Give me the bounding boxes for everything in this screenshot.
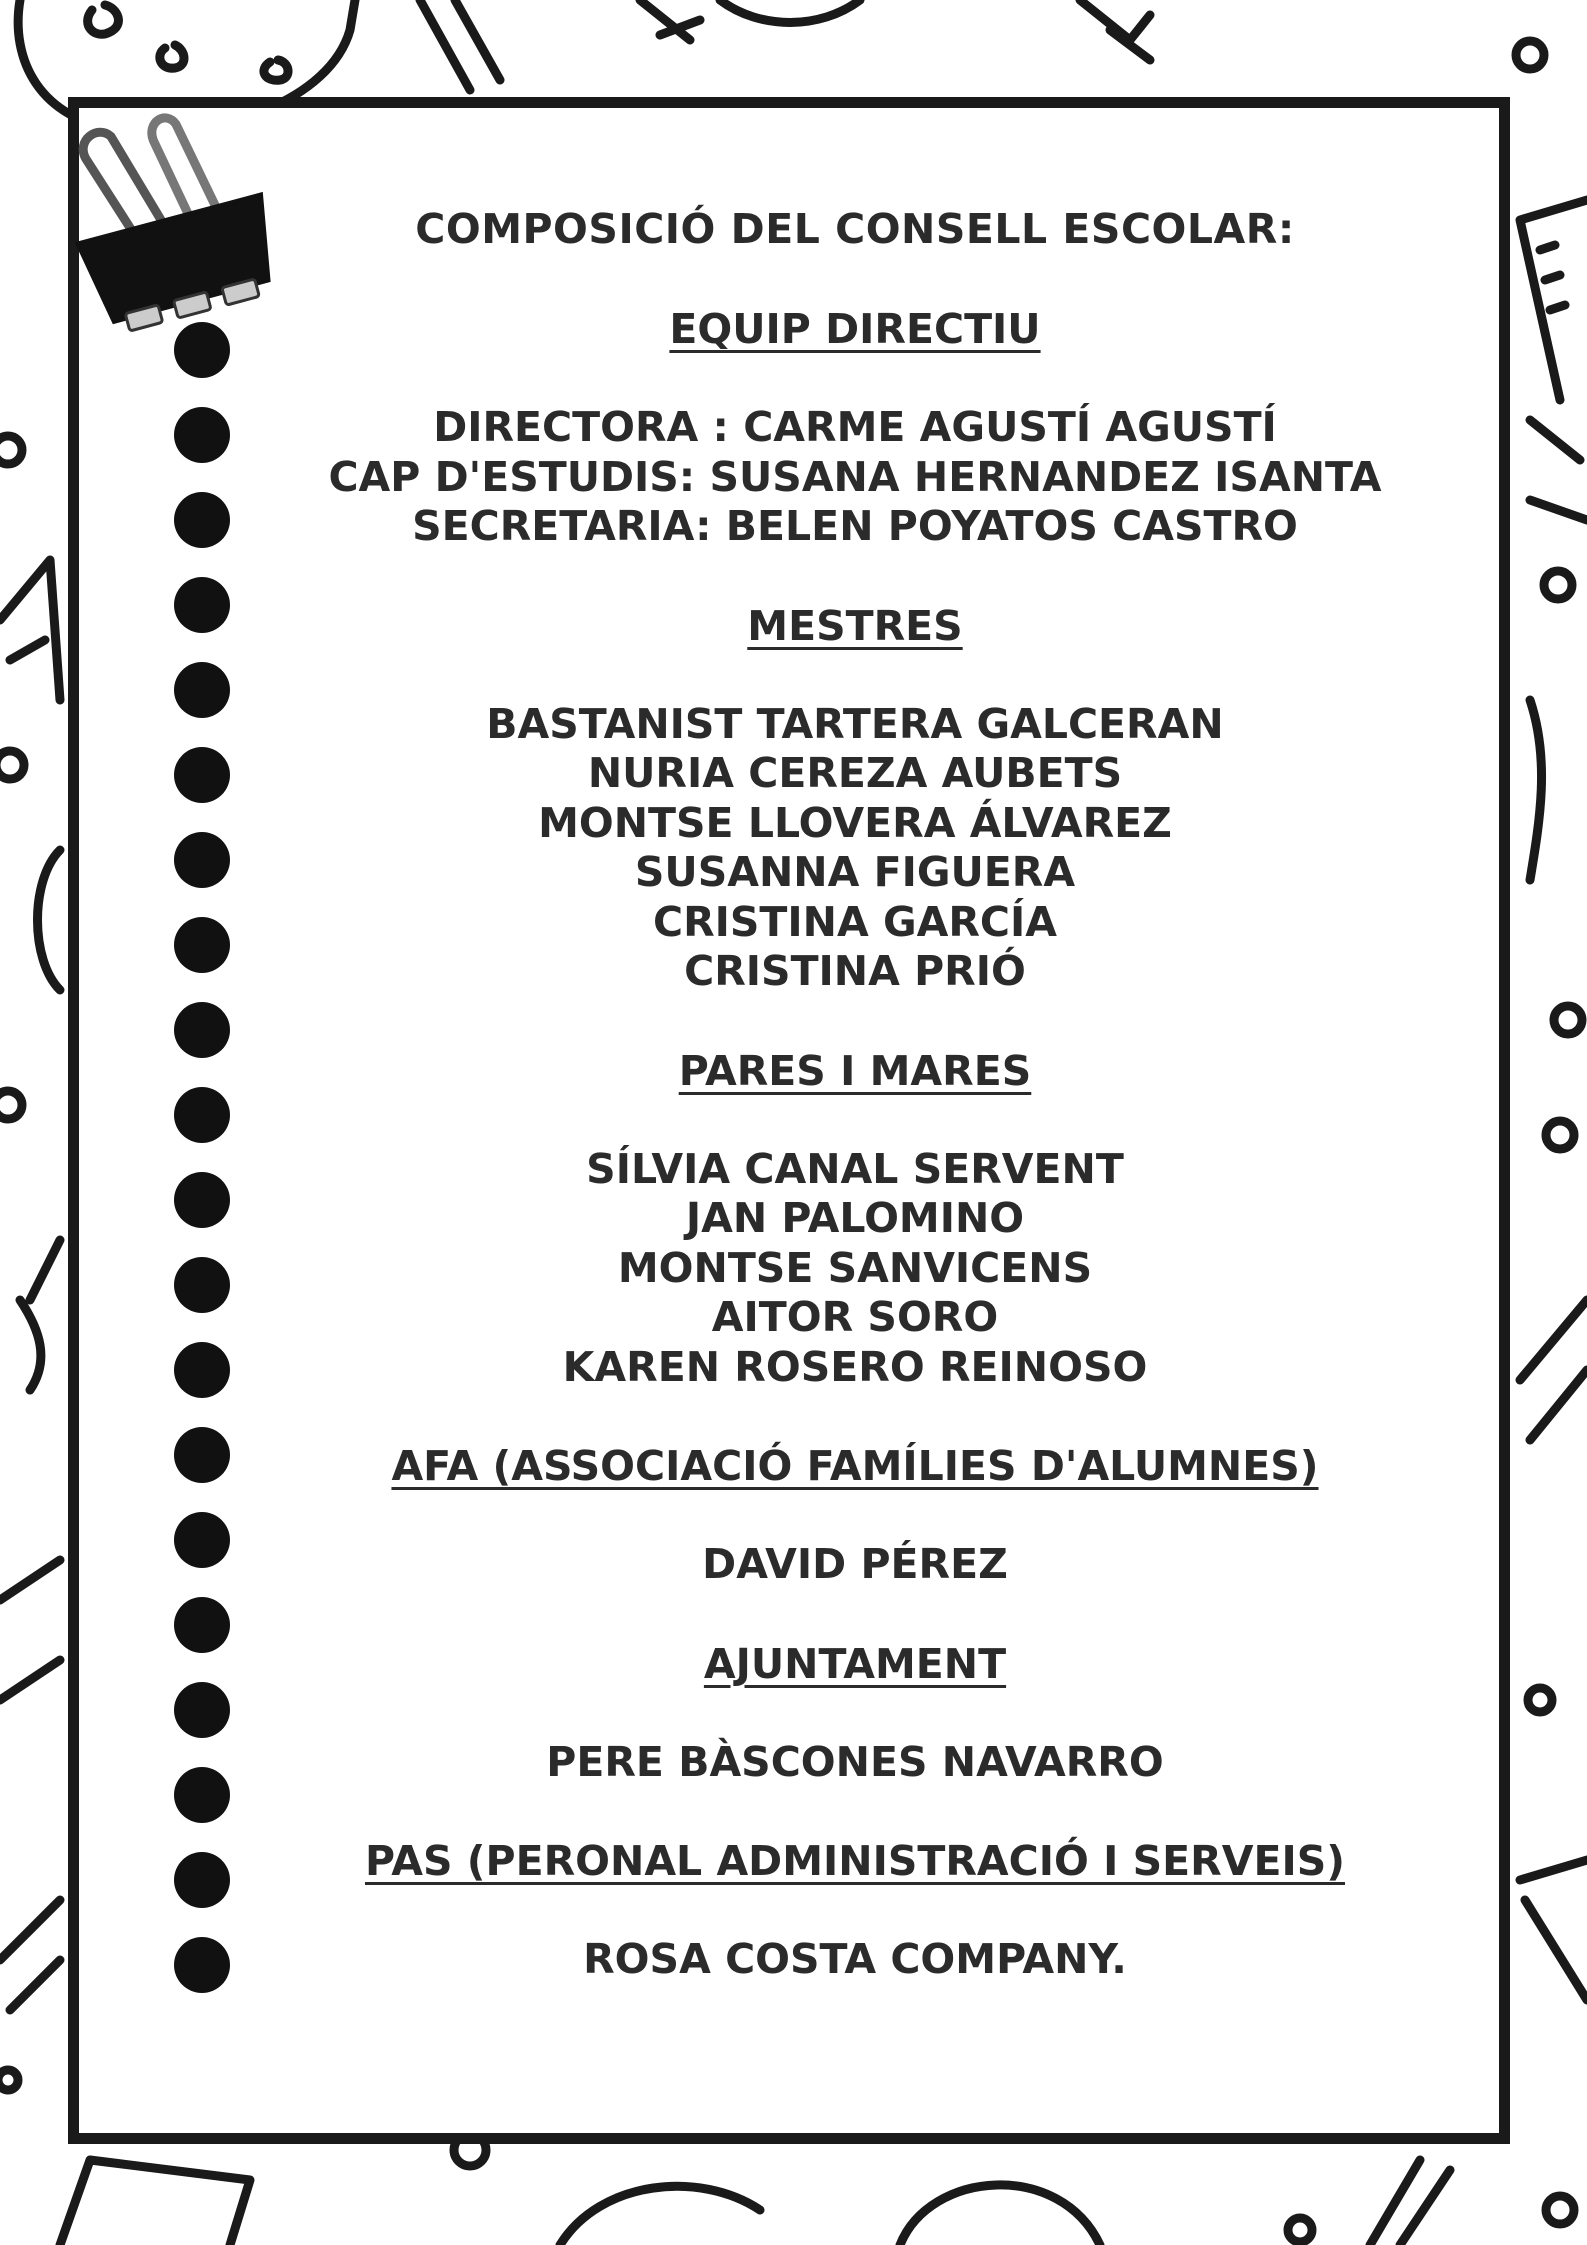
punched-hole-icon — [174, 1257, 230, 1313]
member-line: ROSA COSTA COMPANY. — [583, 1935, 1127, 1983]
member-line: SECRETARIA: BELEN POYATOS CASTRO — [412, 502, 1298, 550]
member-line: SUSANNA FIGUERA — [634, 848, 1076, 896]
paper-doodle-icon — [0, 560, 60, 700]
ruler-doodle-icon — [1370, 2160, 1450, 2245]
punched-hole-icon — [174, 1172, 230, 1228]
punched-hole-icon — [174, 1682, 230, 1738]
section-heading: PARES I MARES — [678, 1046, 1032, 1095]
ruler-doodle-icon — [1520, 200, 1587, 400]
member-line: BASTANIST TARTERA GALCERAN — [486, 699, 1224, 748]
ring-doodle-icon — [1554, 1006, 1582, 1034]
member-line: SÍLVIA CANAL SERVENT — [586, 1144, 1124, 1193]
punched-hole-icon — [174, 407, 230, 463]
member-line: KAREN ROSERO REINOSO — [562, 1342, 1148, 1391]
punched-holes-column — [174, 322, 234, 2022]
section-pas — [240, 1835, 1470, 1985]
member-line: CAP D'ESTUDIS: SUSANA HERNANDEZ ISANTA — [328, 452, 1382, 501]
member-line: DIRECTORA : CARME AGUSTÍ AGUSTÍ — [433, 403, 1277, 451]
punched-hole-icon — [174, 1937, 230, 1993]
ring-doodle-icon — [1288, 2218, 1312, 2242]
member-line: NURIA CEREZA AUBETS — [587, 749, 1123, 797]
punched-hole-icon — [174, 747, 230, 803]
blob-doodle-icon — [264, 60, 288, 80]
ring-doodle-icon — [0, 1091, 22, 1119]
section-heading: EQUIP DIRECTIU — [669, 305, 1041, 353]
punched-hole-icon — [174, 1512, 230, 1568]
punched-hole-icon — [174, 1852, 230, 1908]
globe-doodle-icon — [38, 850, 61, 990]
book-doodle-icon — [0, 1560, 60, 1700]
pencil-doodle-icon — [1520, 1300, 1587, 1440]
section-pares-i-mares — [240, 1045, 1470, 1393]
swirl-doodle-icon — [560, 2186, 760, 2245]
member-line: CRISTINA GARCÍA — [652, 897, 1057, 946]
section-heading: AFA (ASSOCIACIÓ FAMÍLIES D'ALUMNES) — [391, 1442, 1319, 1490]
section-equip-directiu — [240, 303, 1470, 552]
ring-doodle-icon — [1516, 41, 1544, 69]
pencil-doodle-icon — [1530, 420, 1587, 520]
brush-doodle-icon — [20, 1240, 60, 1390]
ring-doodle-icon — [1544, 571, 1572, 599]
punched-hole-icon — [174, 1427, 230, 1483]
punched-hole-icon — [174, 662, 230, 718]
section-heading: PAS (PERONAL ADMINISTRACIÓ I SERVEIS) — [364, 1837, 1346, 1885]
punched-hole-icon — [174, 577, 230, 633]
punched-hole-icon — [174, 1342, 230, 1398]
member-line: MONTSE SANVICENS — [617, 1243, 1093, 1292]
blob-doodle-icon — [88, 5, 119, 34]
ring-doodle-icon — [0, 751, 24, 779]
member-line: MONTSE LLOVERA ÁLVAREZ — [538, 798, 1172, 847]
section-ajuntament — [240, 1638, 1470, 1788]
punched-hole-icon — [174, 917, 230, 973]
pencil-doodle-icon — [640, 0, 700, 40]
ring-doodle-icon — [1528, 1688, 1552, 1712]
page-title: COMPOSICIÓ DEL CONSELL ESCOLAR: — [415, 205, 1295, 253]
section-afa — [240, 1440, 1470, 1590]
section-heading: AJUNTAMENT — [703, 1639, 1007, 1688]
book-doodle-icon — [60, 2160, 250, 2245]
member-line: CRISTINA PRIÓ — [684, 947, 1026, 995]
punched-hole-icon — [174, 832, 230, 888]
stroke-doodle-icon — [1530, 700, 1542, 880]
ring-doodle-icon — [1546, 2196, 1574, 2224]
member-line: JAN PALOMINO — [685, 1194, 1025, 1242]
pencil-doodle-icon — [420, 0, 500, 90]
punched-hole-icon — [174, 1002, 230, 1058]
ring-doodle-icon — [0, 2070, 18, 2090]
pencil-doodle-icon — [0, 1900, 60, 2010]
ruler-doodle-icon — [1520, 1860, 1587, 2000]
member-line: DAVID PÉREZ — [702, 1540, 1008, 1588]
swirl-doodle-icon — [720, 0, 860, 23]
punched-hole-icon — [174, 1597, 230, 1653]
council-composition — [240, 190, 1470, 1985]
section-heading: MESTRES — [747, 601, 963, 650]
punched-hole-icon — [174, 492, 230, 548]
member-line: PERE BÀSCONES NAVARRO — [546, 1737, 1164, 1786]
ring-doodle-icon — [0, 436, 22, 464]
section-mestres — [240, 600, 1470, 997]
book-doodle-icon — [1080, 0, 1150, 60]
ring-doodle-icon — [1546, 1121, 1574, 1149]
blob-doodle-icon — [160, 45, 184, 68]
member-line: AITOR SORO — [711, 1293, 999, 1341]
punched-hole-icon — [174, 1087, 230, 1143]
punched-hole-icon — [174, 1767, 230, 1823]
globe-doodle-icon — [900, 2185, 1100, 2245]
